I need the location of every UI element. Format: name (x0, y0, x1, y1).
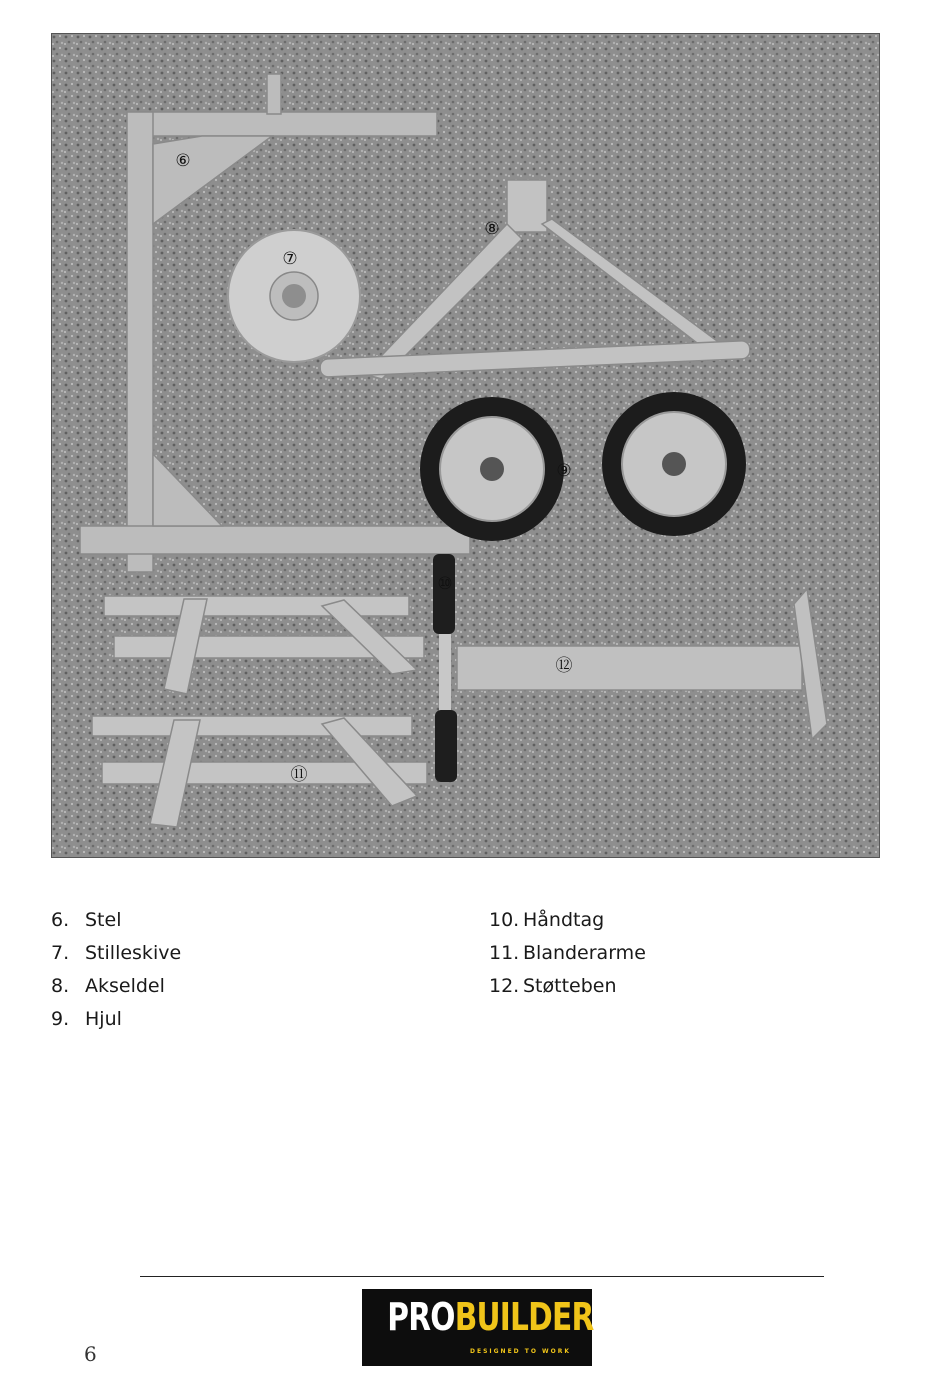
page-number: 6 (84, 1342, 97, 1366)
item-label: Håndtag (523, 909, 605, 931)
item-number: 11. (489, 942, 520, 964)
item-number: 7. (51, 942, 70, 964)
footer-divider (140, 1276, 824, 1277)
item-number: 8. (51, 975, 70, 997)
list-item (489, 904, 646, 937)
list-item (51, 1003, 181, 1036)
item-label: Stel (85, 909, 122, 931)
callout-9: ⑨ (556, 461, 572, 481)
item-number: 9. (51, 1008, 70, 1030)
item-label: Støtteben (523, 975, 617, 997)
parts-list-right (489, 904, 646, 1003)
callout-11: ⑪ (290, 765, 308, 785)
item-label: Blanderarme (523, 942, 646, 964)
list-item (51, 970, 181, 1003)
parts-photo (51, 33, 880, 858)
item-number: 6. (51, 909, 70, 931)
parts-list-left (51, 904, 181, 1036)
item-number: 12. (489, 975, 520, 997)
item-number: 10. (489, 909, 520, 931)
callout-7: ⑦ (282, 249, 298, 269)
logo-builder: BUILDER (454, 1295, 594, 1339)
probuilder-logo (362, 1289, 592, 1366)
callout-12: ⑫ (555, 656, 573, 676)
logo-wordmark (387, 1295, 594, 1339)
list-item (51, 904, 181, 937)
item-label: Akseldel (85, 975, 165, 997)
callout-8: ⑧ (484, 219, 500, 239)
callout-10: ⑩ (437, 574, 453, 594)
logo-tagline: DESIGNED TO WORK (470, 1348, 572, 1355)
list-item (489, 937, 646, 970)
callout-6: ⑥ (175, 151, 191, 171)
list-item (51, 937, 181, 970)
item-label: Hjul (85, 1008, 122, 1030)
list-item (489, 970, 646, 1003)
item-label: Stilleskive (85, 942, 182, 964)
logo-pro: PRO (387, 1295, 455, 1339)
